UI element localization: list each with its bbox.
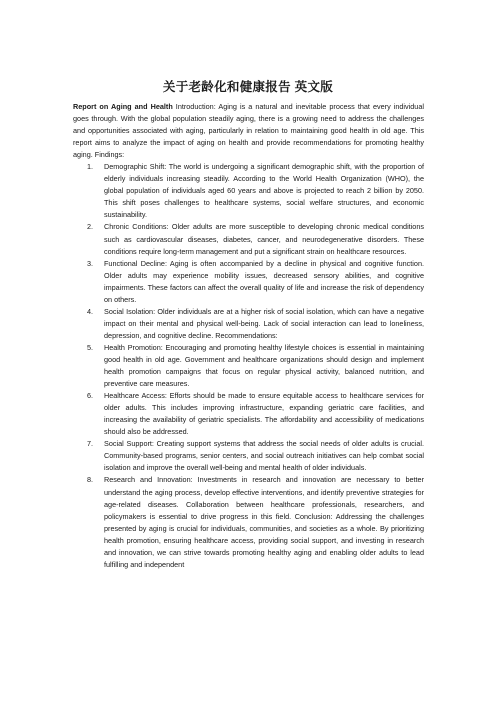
list-item-text: Social Support: Creating support systems that address the social needs of older adults is crucial. Community-based programs, senior centers, and social outreach initiatives can help combat social isolation and improve the overall well-being and mental health of older individuals.	[104, 439, 424, 473]
list-item-number: 3.	[87, 258, 94, 268]
list-item-text: Chronic Conditions: Older adults are more susceptible to developing chronic medical conditions such as cardiovascular diseases, diabetes, cancer, and neurodegenerative disorders. These conditions require long-term management and put a significant strain on healthcare resources.	[104, 222, 424, 256]
list-item	[87, 161, 424, 221]
list-item-number: 2.	[87, 222, 94, 232]
list-item-text: Functional Decline: Aging is often accompanied by a decline in physical and cognitive function. Older adults may experience mobility issues, decreased sensory abilities, and cognitive impairments. These factors can affect the overall quality of life and increase the risk of dependency on others.	[104, 258, 424, 304]
list-item-number: 7.	[87, 439, 94, 449]
list-item	[87, 474, 424, 570]
intro-text: Introduction: Aging is a natural and inevitable process that every individual goes through. With the global population steadily aging, there is a growing need to address the challenges and opportunities associated with aging, particularly in relation to maintaining good health in old age. This report aims to analyze the impact of aging on health and provide recommendations for promoting healthy aging. Findings:	[73, 102, 424, 160]
findings-list	[73, 161, 424, 571]
list-item	[87, 258, 424, 306]
list-item-text: Healthcare Access: Efforts should be made to ensure equitable access to healthcare services for older adults. This includes improving infrastructure, expanding geriatric care facilities, and increasing the availability of geriatric specialists. The affordability and accessibility of medications should also be addressed.	[104, 391, 424, 437]
list-item	[87, 221, 424, 257]
list-item	[87, 390, 424, 438]
list-item-number: 1.	[87, 162, 94, 172]
list-item-number: 4.	[87, 306, 94, 316]
list-item-number: 5.	[87, 342, 94, 352]
list-item-number: 8.	[87, 475, 94, 485]
document-body	[73, 101, 424, 571]
list-item	[87, 306, 424, 342]
list-item-text: Health Promotion: Encouraging and promoting healthy lifestyle choices is essential in maintaining good health in old age. Government and healthcare organizations should design and implement health promotion campaigns that focus on regular physical activity, balanced nutrition, and preventive care measures.	[104, 342, 424, 389]
list-item-text: Research and Innovation: Investments in research and innovation are necessary to better understand the aging process, develop effective interventions, and identify preventive strategies for age-related diseases. Collaboration between healthcare professionals, researchers, and policymakers is essential to drive progress in this field. Conclusion: Addressing the challenges presented by aging is crucial for individuals, communities, and societies as a whole. By prioritizing health promotion, ensuring healthcare access, providing social support, and investing in research and innovation, we can strive towards promoting healthy aging and enabling older adults to lead fulfilling and independent	[104, 475, 424, 569]
list-item-text: Social Isolation: Older individuals are at a higher risk of social isolation, which can have a negative impact on their mental and physical well-being. Lack of social interaction can lead to loneliness, depression, and cognitive decline. Recommendations:	[104, 306, 424, 340]
report-heading: Report on Aging and Health	[73, 102, 173, 111]
list-item-text: Demographic Shift: The world is undergoing a significant demographic shift, with the proportion of elderly individuals increasing steadily. According to the World Health Organization (WHO), the global population of individuals aged 60 years and above is projected to reach 2 billion by 2050. This shift poses challenges to healthcare systems, social welfare structures, and economic sustainability.	[104, 162, 424, 220]
document-title: 关于老龄化和健康报告 英文版	[162, 80, 334, 94]
list-item-number: 6.	[87, 391, 94, 401]
list-item	[87, 342, 424, 390]
list-item	[87, 438, 424, 474]
intro-paragraph	[73, 101, 424, 161]
